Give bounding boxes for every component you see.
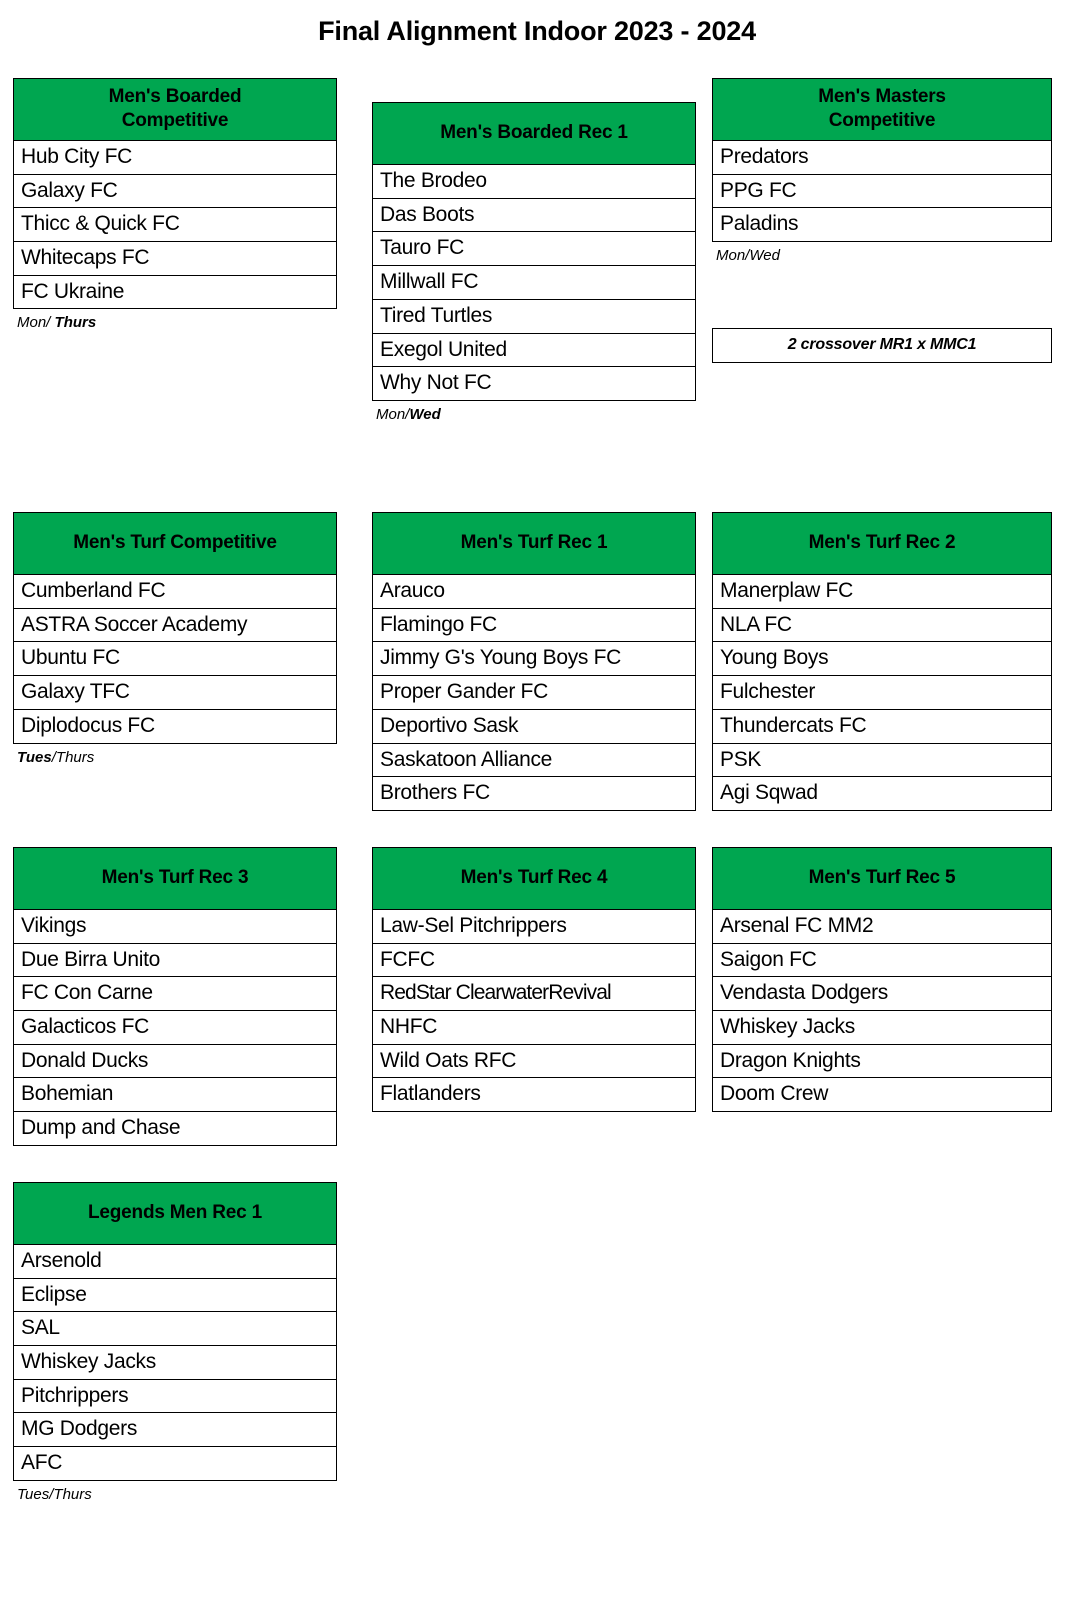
table-header-mens-boarded-rec-1: Men's Boarded Rec 1: [373, 103, 696, 165]
header-line-2: Competitive: [828, 109, 936, 131]
page-title: Final Alignment Indoor 2023 - 2024: [318, 16, 756, 46]
team-cell: PSK: [713, 743, 1052, 777]
team-cell: Brothers FC: [373, 777, 696, 811]
team-cell: Tauro FC: [373, 232, 696, 266]
table-header-legends-men-rec-1: Legends Men Rec 1: [14, 1182, 337, 1244]
team-cell: Cumberland FC: [14, 574, 337, 608]
team-cell: Saigon FC: [713, 943, 1052, 977]
team-cell: Doom Crew: [713, 1078, 1052, 1112]
team-cell: MG Dodgers: [14, 1413, 337, 1447]
team-cell: Arsenold: [14, 1244, 337, 1278]
table-row-group-3: [0, 847, 1074, 1146]
schedule-note-mens-turf-competitive: [13, 744, 337, 767]
crossover-note-box: 2 crossover MR1 x MMC1: [712, 328, 1052, 363]
team-cell: Dump and Chase: [14, 1112, 337, 1146]
team-cell: Bohemian: [14, 1078, 337, 1112]
team-cell: Galaxy TFC: [14, 676, 337, 710]
note-day-2: /Thurs: [51, 748, 95, 766]
team-cell: Thundercats FC: [713, 709, 1052, 743]
header-line-2: Competitive: [121, 109, 229, 131]
league-table-mens-turf-rec-5: [712, 847, 1052, 1112]
table-header-mens-turf-competitive: Men's Turf Competitive: [14, 512, 337, 574]
team-cell: Millwall FC: [373, 266, 696, 300]
team-cell: Arsenal FC MM2: [713, 909, 1052, 943]
table-header-mens-masters-competitive: [713, 79, 1052, 141]
team-cell: Arauco: [373, 574, 696, 608]
schedule-note-legends-men-rec-1: Tues/Thurs: [17, 1485, 92, 1503]
team-cell: Predators: [713, 140, 1052, 174]
team-cell: Ubuntu FC: [14, 642, 337, 676]
note-day-2: Thurs: [54, 314, 97, 332]
team-cell: Vendasta Dodgers: [713, 977, 1052, 1011]
team-cell: Whiskey Jacks: [713, 1011, 1052, 1045]
team-cell: Agi Sqwad: [713, 777, 1052, 811]
team-cell: Donald Ducks: [14, 1044, 337, 1078]
team-cell: Paladins: [713, 208, 1052, 242]
table-header-mens-boarded-competitive: [14, 79, 337, 141]
team-cell: Diplodocus FC: [14, 709, 337, 743]
team-cell: Saskatoon Alliance: [373, 743, 696, 777]
team-cell: Tired Turtles: [373, 299, 696, 333]
team-cell: Due Birra Unito: [14, 943, 337, 977]
league-table-mens-turf-rec-2: [712, 512, 1052, 811]
note-day-2: Wed: [409, 405, 441, 423]
table-header-mens-turf-rec-1: Men's Turf Rec 1: [373, 512, 696, 574]
league-table-legends-men-rec-1: [13, 1182, 337, 1481]
column-legends-men-rec-1: [13, 1182, 337, 1504]
column-mens-boarded-rec-1: [372, 102, 696, 424]
table-header-mens-turf-rec-3: Men's Turf Rec 3: [14, 847, 337, 909]
team-cell: Vikings: [14, 909, 337, 943]
team-cell: Dragon Knights: [713, 1044, 1052, 1078]
column-mens-turf-rec-1: [372, 512, 696, 811]
team-cell: Das Boots: [373, 198, 696, 232]
table-header-mens-turf-rec-4: Men's Turf Rec 4: [373, 847, 696, 909]
team-cell: Deportivo Sask: [373, 709, 696, 743]
alignment-grid: [0, 78, 1074, 1504]
team-cell: Wild Oats RFC: [373, 1044, 696, 1078]
header-line-1: Men's Masters: [818, 86, 946, 107]
table-header-mens-turf-rec-5: Men's Turf Rec 5: [713, 847, 1052, 909]
column-mens-masters-competitive: [712, 78, 1052, 363]
team-cell: AFC: [14, 1447, 337, 1481]
team-cell: Manerplaw FC: [713, 574, 1052, 608]
note-day-1: Mon/: [376, 405, 410, 423]
column-mens-turf-rec-4: [372, 847, 696, 1112]
schedule-note-mens-boarded-competitive: [13, 309, 337, 332]
team-cell: NLA FC: [713, 608, 1052, 642]
league-table-mens-boarded-competitive: [13, 78, 337, 309]
note-day-1: Mon/: [17, 314, 51, 332]
team-cell: Whitecaps FC: [14, 242, 337, 276]
table-row-group-1: [0, 78, 1074, 424]
team-cell: FC Con Carne: [14, 977, 337, 1011]
schedule-note-mens-masters-competitive: Mon/Wed: [716, 247, 780, 265]
team-cell: The Brodeo: [373, 164, 696, 198]
team-cell: ASTRA Soccer Academy: [14, 608, 337, 642]
table-row-group-4: [0, 1182, 1074, 1504]
column-mens-boarded-competitive: [13, 78, 337, 332]
column-mens-turf-rec-5: [712, 847, 1052, 1112]
team-cell: Galacticos FC: [14, 1011, 337, 1045]
team-cell: Flamingo FC: [373, 608, 696, 642]
team-cell: Galaxy FC: [14, 174, 337, 208]
league-table-mens-turf-rec-4: [372, 847, 696, 1112]
note-day-1: Tues: [17, 748, 52, 766]
team-cell: Thicc & Quick FC: [14, 208, 337, 242]
header-line-1: Men's Boarded: [108, 86, 242, 107]
team-cell: Hub City FC: [14, 140, 337, 174]
team-cell: Exegol United: [373, 333, 696, 367]
crossover-spacer: [712, 265, 1052, 328]
league-table-mens-masters-competitive: [712, 78, 1052, 242]
league-table-mens-turf-competitive: [13, 512, 337, 744]
table-header-mens-turf-rec-2: Men's Turf Rec 2: [713, 512, 1052, 574]
team-cell: Young Boys: [713, 642, 1052, 676]
column-mens-turf-competitive: [13, 512, 337, 767]
team-cell: SAL: [14, 1312, 337, 1346]
team-cell: Eclipse: [14, 1278, 337, 1312]
team-cell: NHFC: [373, 1011, 696, 1045]
team-cell: Law-Sel Pitchrippers: [373, 909, 696, 943]
schedule-note-mens-boarded-rec-1: [372, 401, 696, 424]
team-cell: Why Not FC: [373, 367, 696, 401]
team-cell: RedStar ClearwaterRevival: [373, 977, 696, 1011]
league-table-mens-boarded-rec-1: [372, 102, 696, 401]
team-cell: FC Ukraine: [14, 275, 337, 309]
team-cell: PPG FC: [713, 174, 1052, 208]
column-mens-turf-rec-3: [13, 847, 337, 1146]
team-cell: FCFC: [373, 943, 696, 977]
league-table-mens-turf-rec-3: [13, 847, 337, 1146]
team-cell: Pitchrippers: [14, 1379, 337, 1413]
team-cell: Fulchester: [713, 676, 1052, 710]
league-table-mens-turf-rec-1: [372, 512, 696, 811]
team-cell: Whiskey Jacks: [14, 1346, 337, 1380]
team-cell: Jimmy G's Young Boys FC: [373, 642, 696, 676]
column-mens-turf-rec-2: [712, 512, 1052, 811]
team-cell: Flatlanders: [373, 1078, 696, 1112]
team-cell: Proper Gander FC: [373, 676, 696, 710]
table-row-group-2: [0, 512, 1074, 811]
